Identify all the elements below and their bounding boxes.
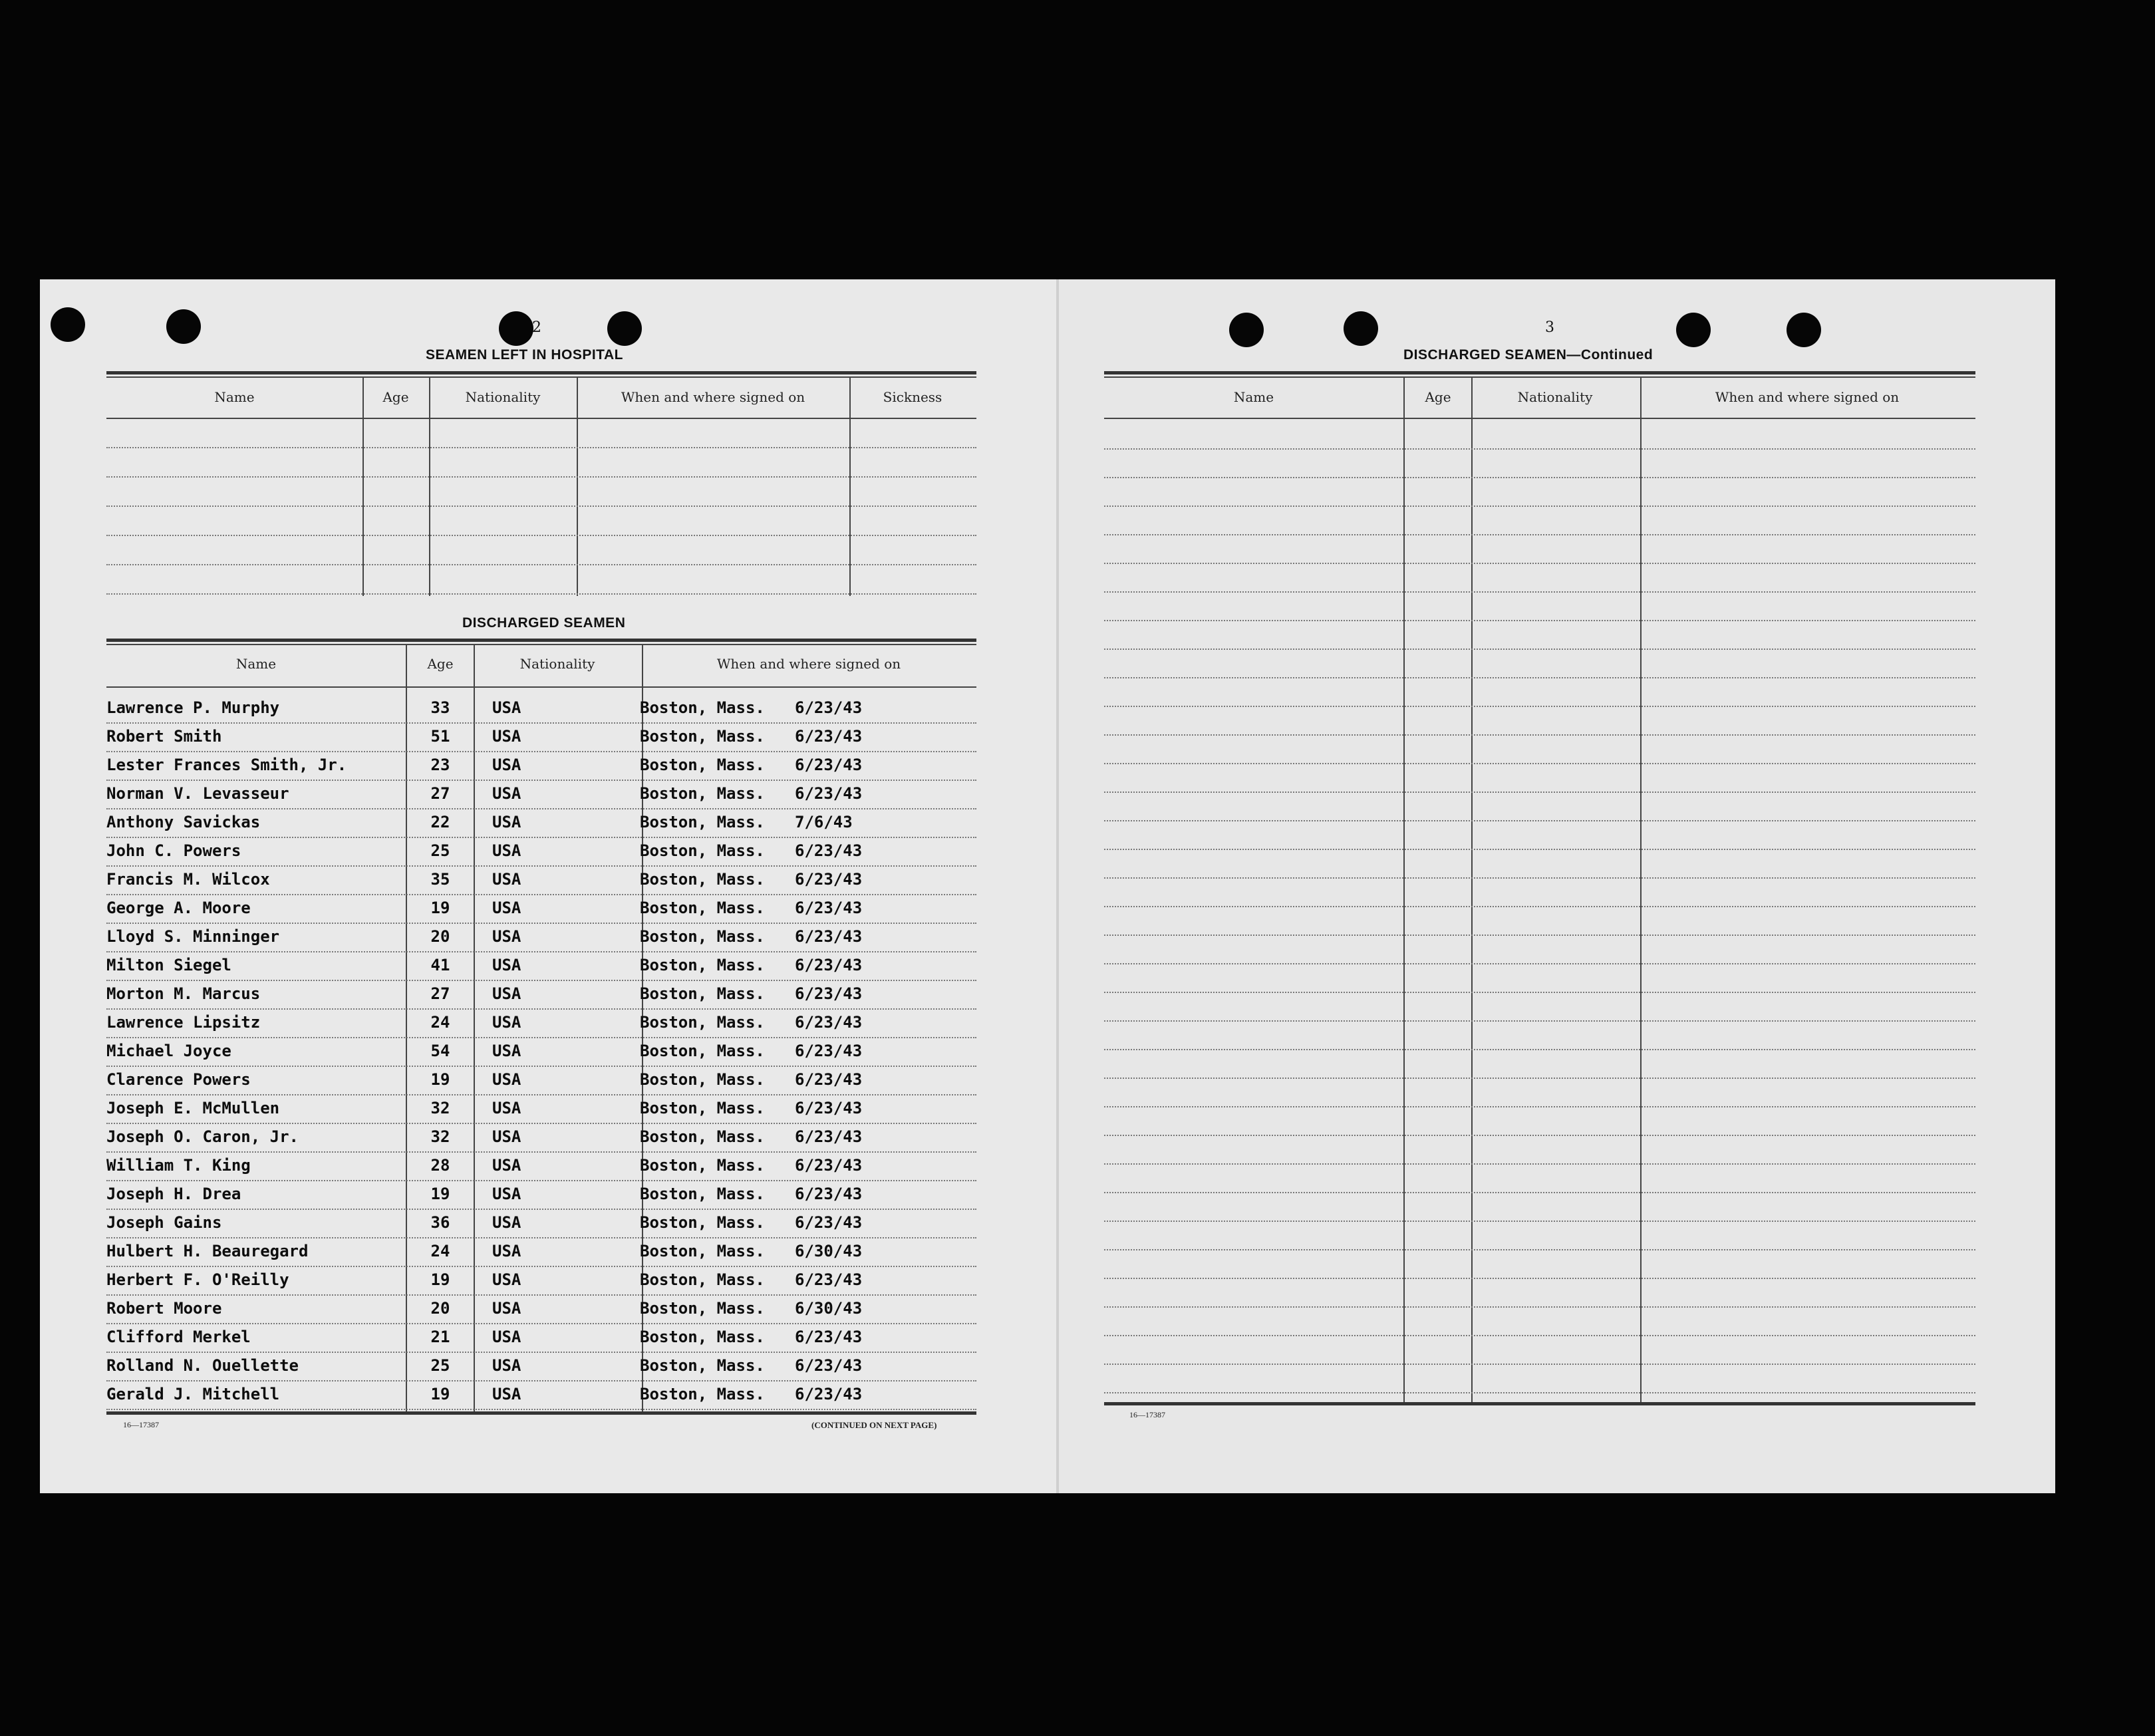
seaman-name: Clarence Powers (106, 1070, 251, 1089)
table-row-line (106, 894, 976, 895)
seaman-name: Morton M. Marcus (106, 984, 261, 1003)
seaman-name: Joseph Gains (106, 1213, 222, 1232)
table-row-line (106, 1151, 976, 1153)
table-row-line (106, 1180, 976, 1181)
seaman-nationality: USA (492, 1127, 521, 1146)
signed-on-date: 6/23/43 (795, 698, 863, 717)
seaman-name: Anthony Savickas (106, 813, 261, 831)
seaman-name: William T. King (106, 1156, 251, 1175)
seaman-age: 22 (430, 813, 450, 831)
seaman-name: Lester Frances Smith, Jr. (106, 756, 347, 774)
seaman-age: 19 (430, 899, 450, 917)
hospital-col-name: Name (214, 389, 255, 405)
table-row-line (1104, 1392, 1975, 1393)
table-row-line (106, 1094, 976, 1095)
seaman-age: 20 (430, 927, 450, 946)
left-page-number: 2 (532, 319, 541, 336)
signed-on-date: 6/23/43 (795, 870, 863, 889)
seaman-age: 27 (430, 784, 450, 803)
signed-on-place: Boston, Mass. (640, 870, 765, 889)
signed-on-date: 6/23/43 (795, 1127, 863, 1146)
seaman-age: 32 (430, 1127, 450, 1146)
table-row-line (1104, 763, 1975, 764)
seaman-age: 41 (430, 956, 450, 974)
discharged-col-name: Name (235, 656, 277, 672)
seaman-age: 23 (430, 756, 450, 774)
seaman-name: Clifford Merkel (106, 1328, 251, 1346)
table-row-line (1104, 1192, 1975, 1193)
seaman-nationality: USA (492, 1270, 521, 1289)
hospital-col-sickness: Sickness (883, 389, 942, 405)
signed-on-date: 6/23/43 (795, 1356, 863, 1375)
table-row-line (1104, 877, 1975, 879)
seaman-age: 36 (430, 1213, 450, 1232)
hospital-row-line (106, 564, 976, 565)
table-row-line (106, 1352, 976, 1353)
seaman-age: 54 (430, 1042, 450, 1060)
signed-on-date: 6/23/43 (795, 1385, 863, 1403)
table-row-line (1104, 734, 1975, 736)
seaman-age: 19 (430, 1070, 450, 1089)
signed-on-place: Boston, Mass. (640, 841, 765, 860)
rule (106, 376, 976, 378)
rule (106, 639, 976, 642)
rule (106, 371, 976, 374)
signed-on-place: Boston, Mass. (640, 1385, 765, 1403)
signed-on-place: Boston, Mass. (640, 1042, 765, 1060)
table-row-line (1104, 906, 1975, 907)
signed-on-place: Boston, Mass. (640, 813, 765, 831)
hospital-row-line (106, 447, 976, 448)
seaman-nationality: USA (492, 698, 521, 717)
right-col-nationality: Nationality (1517, 389, 1593, 405)
punch-hole (1676, 313, 1711, 347)
seaman-name: Milton Siegel (106, 956, 231, 974)
table-row-line (106, 1237, 976, 1238)
seaman-nationality: USA (492, 1242, 521, 1260)
table-row-line (1104, 649, 1975, 650)
table-row-line (1104, 1306, 1975, 1308)
left-form-number: 16—17387 (123, 1420, 159, 1429)
seaman-name: Rolland N. Ouellette (106, 1356, 299, 1375)
seaman-age: 19 (430, 1185, 450, 1203)
table-row-line (106, 751, 976, 752)
signed-on-place: Boston, Mass. (640, 784, 765, 803)
table-row-line (1104, 620, 1975, 621)
discharged-col-signed-on: When and where signed on (716, 656, 901, 672)
signed-on-place: Boston, Mass. (640, 727, 765, 746)
seaman-name: Robert Smith (106, 727, 222, 746)
seaman-age: 32 (430, 1099, 450, 1117)
column-rule (849, 376, 851, 596)
signed-on-place: Boston, Mass. (640, 1099, 765, 1117)
seaman-nationality: USA (492, 1013, 521, 1032)
table-row-line (106, 808, 976, 809)
signed-on-place: Boston, Mass. (640, 756, 765, 774)
signed-on-date: 7/6/43 (795, 813, 853, 831)
signed-on-date: 6/23/43 (795, 841, 863, 860)
table-row-line (106, 1266, 976, 1267)
rule (1104, 418, 1975, 419)
signed-on-place: Boston, Mass. (640, 899, 765, 917)
seaman-age: 24 (430, 1013, 450, 1032)
rule (106, 644, 976, 645)
rule (106, 418, 976, 419)
seaman-nationality: USA (492, 784, 521, 803)
table-row-line (106, 923, 976, 924)
continued-note: (CONTINUED ON NEXT PAGE) (811, 1420, 937, 1430)
punch-hole (1344, 311, 1378, 346)
signed-on-place: Boston, Mass. (640, 1328, 765, 1346)
seaman-nationality: USA (492, 1042, 521, 1060)
signed-on-date: 6/23/43 (795, 927, 863, 946)
signed-on-date: 6/30/43 (795, 1299, 863, 1318)
table-row-line (106, 865, 976, 867)
discharged-col-age: Age (427, 656, 454, 672)
signed-on-date: 6/23/43 (795, 784, 863, 803)
right-page (1059, 279, 2055, 1493)
discharged-col-nationality: Nationality (519, 656, 595, 672)
seaman-age: 35 (430, 870, 450, 889)
column-rule (362, 376, 364, 596)
signed-on-date: 6/23/43 (795, 1328, 863, 1346)
signed-on-date: 6/23/43 (795, 1042, 863, 1060)
seaman-nationality: USA (492, 813, 521, 831)
signed-on-date: 6/30/43 (795, 1242, 863, 1260)
signed-on-place: Boston, Mass. (640, 698, 765, 717)
hospital-row-line (106, 593, 976, 595)
rule (106, 1411, 976, 1415)
table-row-line (1104, 506, 1975, 507)
table-row-line (1104, 1335, 1975, 1336)
signed-on-place: Boston, Mass. (640, 984, 765, 1003)
hospital-row-line (106, 476, 976, 478)
seaman-name: Gerald J. Mitchell (106, 1385, 280, 1403)
signed-on-place: Boston, Mass. (640, 1156, 765, 1175)
seaman-age: 24 (430, 1242, 450, 1260)
seaman-age: 20 (430, 1299, 450, 1318)
signed-on-date: 6/23/43 (795, 756, 863, 774)
hospital-col-nationality: Nationality (465, 389, 541, 405)
discharged-section-title: DISCHARGED SEAMEN (462, 615, 626, 631)
seaman-nationality: USA (492, 870, 521, 889)
signed-on-place: Boston, Mass. (640, 1213, 765, 1232)
punch-hole (1787, 313, 1821, 347)
seaman-name: Joseph O. Caron, Jr. (106, 1127, 299, 1146)
seaman-nationality: USA (492, 1328, 521, 1346)
table-row-line (1104, 591, 1975, 593)
table-row-line (1104, 963, 1975, 964)
punch-hole (499, 311, 533, 346)
signed-on-date: 6/23/43 (795, 984, 863, 1003)
table-row-line (106, 722, 976, 724)
punch-hole (1229, 313, 1264, 347)
seaman-age: 21 (430, 1328, 450, 1346)
signed-on-place: Boston, Mass. (640, 1185, 765, 1203)
table-row-line (1104, 1049, 1975, 1050)
punch-hole (607, 311, 642, 346)
table-row-line (106, 1066, 976, 1067)
hospital-col-age: Age (382, 389, 409, 405)
seaman-name: Lloyd S. Minninger (106, 927, 280, 946)
seaman-name: Lawrence Lipsitz (106, 1013, 261, 1032)
table-row-line (1104, 448, 1975, 450)
seaman-name: Norman V. Levasseur (106, 784, 289, 803)
seaman-age: 25 (430, 841, 450, 860)
table-row-line (106, 1323, 976, 1324)
seaman-nationality: USA (492, 1156, 521, 1175)
table-row-line (1104, 1278, 1975, 1279)
signed-on-place: Boston, Mass. (640, 1127, 765, 1146)
seaman-age: 19 (430, 1385, 450, 1403)
table-row-line (1104, 1106, 1975, 1107)
signed-on-date: 6/23/43 (795, 1213, 863, 1232)
seaman-nationality: USA (492, 1385, 521, 1403)
seaman-name: Robert Moore (106, 1299, 222, 1318)
hospital-row-line (106, 535, 976, 536)
seaman-nationality: USA (492, 841, 521, 860)
seaman-nationality: USA (492, 956, 521, 974)
signed-on-place: Boston, Mass. (640, 1356, 765, 1375)
table-row-line (1104, 534, 1975, 535)
punch-hole (166, 309, 201, 344)
signed-on-date: 6/23/43 (795, 1185, 863, 1203)
table-row-line (1104, 1135, 1975, 1136)
seaman-age: 27 (430, 984, 450, 1003)
signed-on-place: Boston, Mass. (640, 927, 765, 946)
punch-hole (51, 307, 85, 342)
seaman-nationality: USA (492, 756, 521, 774)
table-row-line (1104, 1020, 1975, 1022)
seaman-nationality: USA (492, 1356, 521, 1375)
right-col-age: Age (1425, 389, 1451, 405)
signed-on-place: Boston, Mass. (640, 1299, 765, 1318)
table-row-line (106, 1123, 976, 1124)
table-row-line (1104, 1249, 1975, 1250)
seaman-age: 51 (430, 727, 450, 746)
table-row-line (1104, 706, 1975, 707)
hospital-row-line (106, 506, 976, 507)
seaman-age: 19 (430, 1270, 450, 1289)
table-row-line (1104, 1163, 1975, 1165)
seaman-nationality: USA (492, 899, 521, 917)
table-row-line (106, 1409, 976, 1410)
table-row-line (106, 837, 976, 838)
right-col-signed-on: When and where signed on (1715, 389, 1900, 405)
rule (1104, 371, 1975, 374)
seaman-name: John C. Powers (106, 841, 241, 860)
seaman-nationality: USA (492, 727, 521, 746)
hospital-section-title: SEAMEN LEFT IN HOSPITAL (426, 347, 623, 362)
seaman-name: George A. Moore (106, 899, 251, 917)
signed-on-date: 6/23/43 (795, 727, 863, 746)
seaman-name: Francis M. Wilcox (106, 870, 270, 889)
rule (1104, 1402, 1975, 1405)
signed-on-date: 6/23/43 (795, 956, 863, 974)
signed-on-date: 6/23/43 (795, 1013, 863, 1032)
table-row-line (1104, 677, 1975, 678)
table-row-line (106, 1294, 976, 1296)
seaman-nationality: USA (492, 1070, 521, 1089)
table-row-line (106, 1209, 976, 1210)
seaman-name: Herbert F. O'Reilly (106, 1270, 289, 1289)
seaman-nationality: USA (492, 1299, 521, 1318)
seaman-age: 28 (430, 1156, 450, 1175)
seaman-name: Joseph E. McMullen (106, 1099, 280, 1117)
table-row-line (1104, 563, 1975, 564)
table-row-line (1104, 1078, 1975, 1079)
seaman-name: Lawrence P. Murphy (106, 698, 280, 717)
table-row-line (1104, 1221, 1975, 1222)
right-section-title: DISCHARGED SEAMEN—Continued (1403, 347, 1653, 362)
table-row-line (1104, 1364, 1975, 1365)
table-row-line (106, 951, 976, 952)
seaman-name: Michael Joyce (106, 1042, 231, 1060)
seaman-nationality: USA (492, 1213, 521, 1232)
signed-on-place: Boston, Mass. (640, 1242, 765, 1260)
table-row-line (1104, 849, 1975, 850)
seaman-name: Hulbert H. Beauregard (106, 1242, 309, 1260)
table-row-line (1104, 792, 1975, 793)
table-row-line (1104, 935, 1975, 936)
signed-on-place: Boston, Mass. (640, 1070, 765, 1089)
seaman-nationality: USA (492, 984, 521, 1003)
right-page-number: 3 (1545, 319, 1554, 336)
seaman-nationality: USA (492, 927, 521, 946)
signed-on-place: Boston, Mass. (640, 1013, 765, 1032)
seaman-age: 33 (430, 698, 450, 717)
table-row-line (106, 780, 976, 781)
table-row-line (1104, 992, 1975, 993)
seaman-name: Joseph H. Drea (106, 1185, 241, 1203)
hospital-col-signed-on: When and where signed on (621, 389, 805, 405)
seaman-age: 25 (430, 1356, 450, 1375)
signed-on-date: 6/23/43 (795, 1070, 863, 1089)
signed-on-place: Boston, Mass. (640, 1270, 765, 1289)
table-row-line (1104, 477, 1975, 478)
column-rule (429, 376, 430, 596)
right-col-name: Name (1233, 389, 1274, 405)
seaman-nationality: USA (492, 1185, 521, 1203)
signed-on-place: Boston, Mass. (640, 956, 765, 974)
table-row-line (106, 1008, 976, 1010)
column-rule (577, 376, 578, 596)
signed-on-date: 6/23/43 (795, 1099, 863, 1117)
table-row-line (106, 1037, 976, 1038)
table-row-line (106, 980, 976, 981)
column-rule (474, 644, 475, 1412)
rule (1104, 376, 1975, 378)
right-form-number: 16—17387 (1129, 1410, 1165, 1419)
rule (106, 686, 976, 688)
table-row-line (1104, 820, 1975, 821)
signed-on-date: 6/23/43 (795, 899, 863, 917)
seaman-nationality: USA (492, 1099, 521, 1117)
table-row-line (106, 1380, 976, 1381)
signed-on-date: 6/23/43 (795, 1156, 863, 1175)
signed-on-date: 6/23/43 (795, 1270, 863, 1289)
